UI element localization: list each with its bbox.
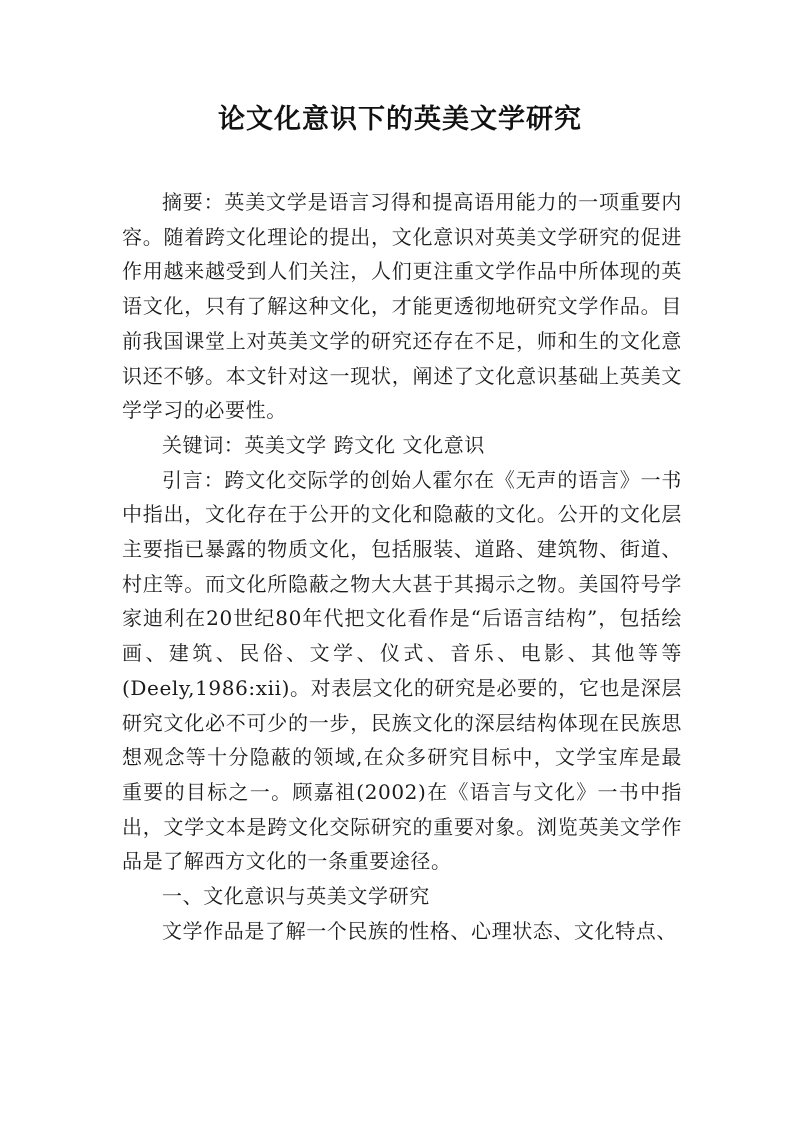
keywords-paragraph: 关键词：英美文学 跨文化 文化意识 [162, 432, 485, 457]
document-title: 论文化意识下的英美文学研究 [218, 104, 582, 135]
section-paragraph: 文学作品是了解一个民族的性格、心理状态、文化特点、 [162, 918, 677, 943]
abstract-paragraph: 摘要：英美文学是语言习得和提高语用能力的一项重要内容。随着跨文化理论的提出，文化意识对英美文学研究的促进作用越来越受到人们关注，人们更注重文学作品中所体现的英语文化，只有了解这种文化，才能更透彻地研究文学作品。目前我国课堂上对英美文学的研究还存在不足，师和生的文化意识还不够。本文针对这一现状，阐述了文化意识基础上英美文学学习的必要性。 [122, 190, 682, 423]
section-heading: 一、文化意识与英美文学研究 [162, 884, 430, 909]
document-body [122, 185, 682, 948]
introduction-paragraph: 引言：跨文化交际学的创始人霍尔在《无声的语言》一书中指出，文化存在于公开的文化和隐蔽的文化。公开的文化层主要指已暴露的物质文化，包括服装、道路、建筑物、街道、村庄等。而文化所隐蔽之物大大甚于其揭示之物。美国符号学家迪利在20世纪80年代把文化看作是“后语言结构”，包括绘画、建筑、民俗、文学、仪式、音乐、电影、其他等等(Deely,1986:xii)。对表层文化的研究是必要的，它也是深层研究文化必不可少的一步，民族文化的深层结构体现在民族思想观念等十分隐蔽的领域,在众多研究目标中，文学宝库是最重要的目标之一。顾嘉祖(2002)在《语言与文化》一书中指出，文学文本是跨文化交际研究的重要对象。浏览英美文学作品是了解西方文化的一条重要途径。 [122, 467, 682, 874]
